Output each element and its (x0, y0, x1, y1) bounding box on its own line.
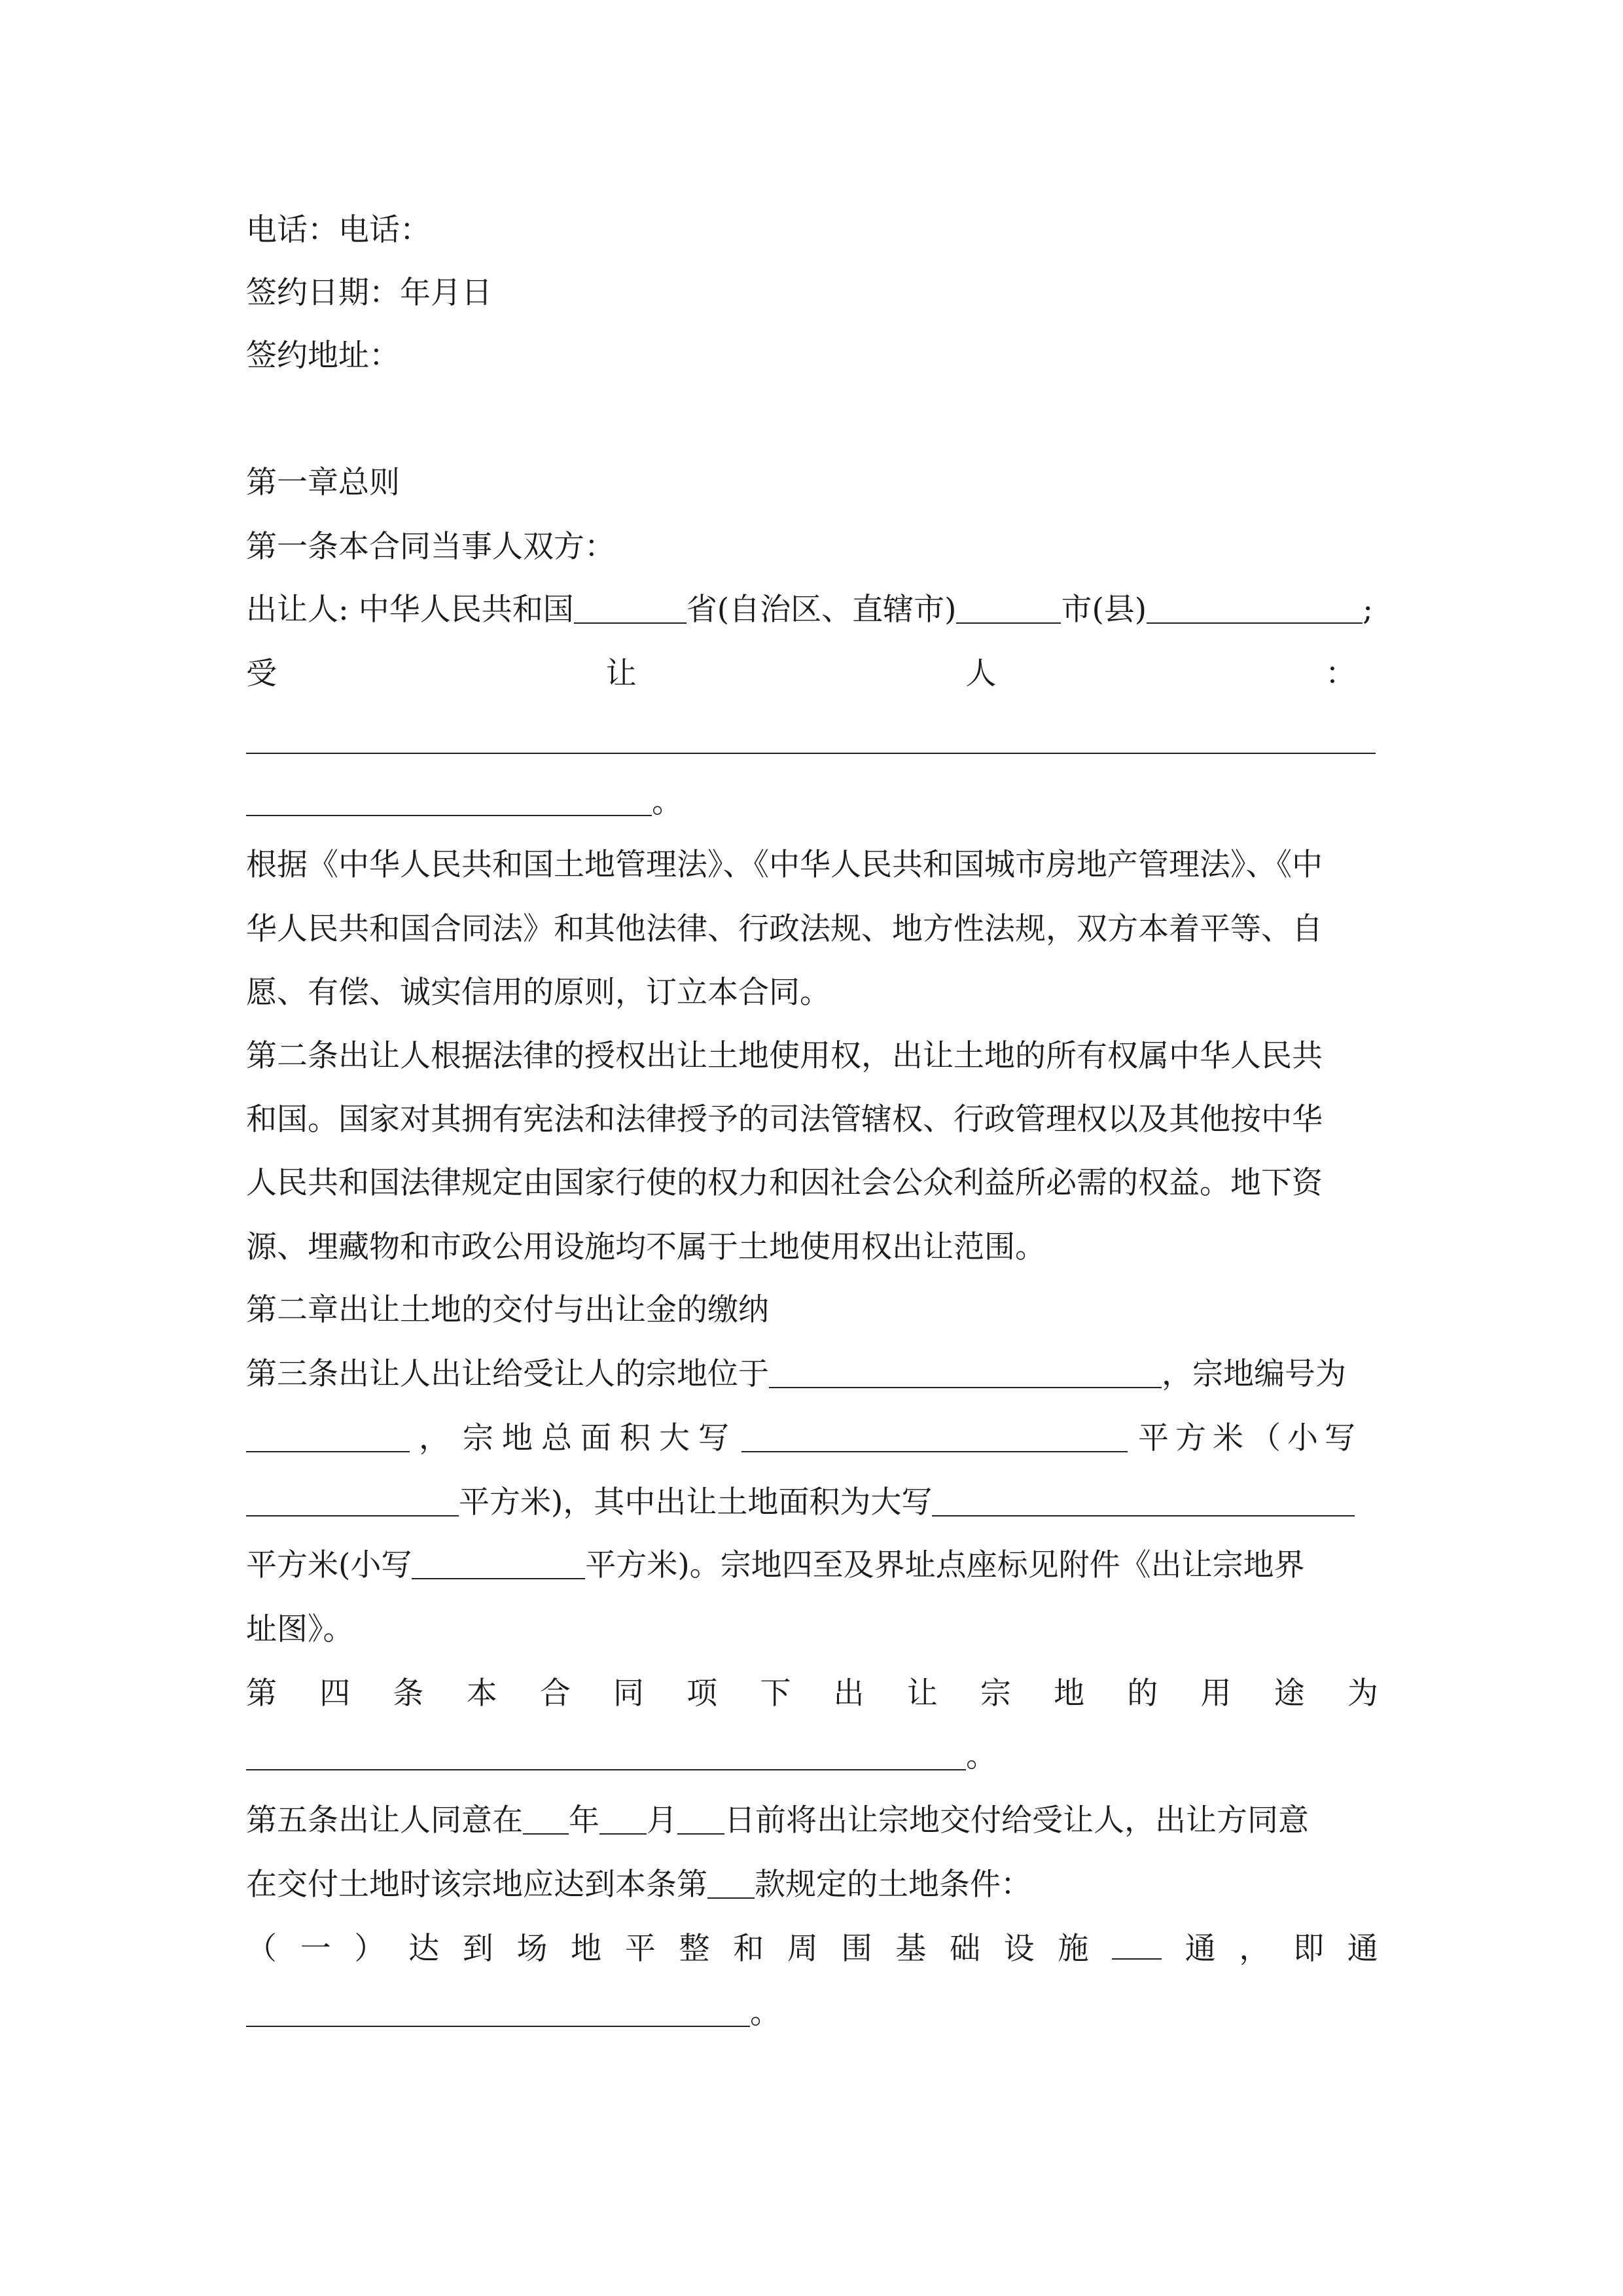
item-1-ji: 即 (1293, 1931, 1325, 1967)
article-5-text-a: 第五条出让人同意在 (246, 1803, 523, 1839)
separator: ， (419, 1420, 450, 1456)
article-4-end: 。 (966, 1738, 997, 1774)
item-1-char: 施 (1058, 1931, 1089, 1967)
total-area-upper-label: 宗地总面积大写 (463, 1420, 738, 1456)
granted-area-label: 平方米)，其中出让土地面积为大写 (459, 1484, 933, 1520)
item-1-char: ） (354, 1931, 385, 1967)
item-1-line-2 (246, 1994, 1378, 2033)
location-blank (769, 1358, 1162, 1388)
item-1-char: 和 (733, 1931, 764, 1967)
granted-area-upper-blank (932, 1486, 1355, 1516)
article-4-char: 条 (393, 1676, 424, 1712)
article-3-location-label: 第三条出让人出让给受让人的宗地位于 (246, 1356, 769, 1392)
article-1-intro: 第一条本合同当事人双方： (246, 529, 615, 565)
article-4-char: 同 (613, 1676, 644, 1712)
article-3-line-5: 址图》。 (246, 1611, 354, 1647)
article-4-char: 项 (687, 1676, 718, 1712)
grantee-char: 人 (965, 656, 997, 692)
item-1-tong: 通 (1185, 1931, 1216, 1967)
basis-line-3: 愿、有偿、诚实信用的原则，订立本合同。 (246, 975, 830, 1011)
grantee-char: 受 (246, 656, 277, 692)
item-1-char: 到 (462, 1931, 493, 1967)
article-4-char: 出 (833, 1676, 865, 1712)
granted-area-lower-label: 平方米(小写 (246, 1547, 412, 1583)
clause-blank (707, 1869, 755, 1899)
month-blank (599, 1804, 647, 1835)
item-1-char: 平 (624, 1931, 656, 1967)
total-area-upper-blank (741, 1422, 1128, 1452)
boundary-map-text: 平方米)。宗地四至及界址点座标见附件《出让宗地界 (585, 1547, 1305, 1583)
article-5-text-b: 日前将出让宗地交付给受让人，出让方同意 (724, 1803, 1309, 1839)
item-1-char: 一 (300, 1931, 331, 1967)
article-4-char: 第 (246, 1676, 277, 1712)
item-1-char: 设 (1003, 1931, 1035, 1967)
article-4-char: 用 (1200, 1676, 1232, 1712)
item-1-char: 基 (895, 1931, 927, 1967)
article-4-char: 为 (1347, 1676, 1378, 1712)
sign-place-line: 签约地址： (246, 338, 400, 374)
total-area-lower-label: 平方米（小写 (1138, 1420, 1362, 1456)
grantee-char: ： (1325, 656, 1356, 692)
article-2-line-1: 第二条出让人根据法律的授权出让土地使用权，出让土地的所有权属中华人民共 (246, 1038, 1323, 1074)
article-2-line-3: 人民共和国法律规定由国家行使的权力和因社会公众利益所必需的权益。地下资 (246, 1165, 1323, 1201)
item-1-char: 场 (516, 1931, 548, 1967)
phone-line: 电话：电话： (246, 212, 431, 248)
sign-date-line: 签约日期：年月日 (246, 275, 492, 311)
infrastructure-detail-blank (246, 1997, 750, 2027)
item-1-line-1 (246, 1929, 1378, 1969)
item-1-tong-2: 通 (1347, 1931, 1378, 1967)
article-5-text-d: 款规定的土地条件： (755, 1867, 1031, 1903)
article-5-line-2 (246, 1865, 1378, 1905)
article-4-char: 的 (1127, 1676, 1158, 1712)
total-area-lower-blank (246, 1486, 459, 1516)
item-1-char: 础 (949, 1931, 980, 1967)
grantee-blank-rule (246, 753, 1376, 754)
article-4-char: 四 (319, 1676, 351, 1712)
article-4-char: 下 (760, 1676, 791, 1712)
land-use-blank (246, 1740, 966, 1770)
parcel-number-label: ，宗地编号为 (1162, 1356, 1346, 1392)
item-1-comma: ， (1239, 1931, 1270, 1967)
article-4-char: 合 (539, 1676, 571, 1712)
granted-area-lower-blank (412, 1549, 585, 1579)
month-label: 月 (647, 1803, 677, 1839)
year-blank (523, 1804, 569, 1835)
article-4-char: 途 (1274, 1676, 1305, 1712)
chapter-2-title: 第二章出让土地的交付与出让金的缴纳 (246, 1292, 769, 1328)
basis-line-1: 根据《中华人民共和国土地管理法》、《中华人民共和国城市房地产管理法》、《中 (246, 847, 1323, 883)
article-3-line-2 (246, 1419, 1378, 1458)
item-1-char: 达 (408, 1931, 440, 1967)
province-label: 省(自治区、直辖市) (686, 592, 957, 628)
item-1-char: 地 (571, 1931, 602, 1967)
article-4-line-2 (246, 1737, 1378, 1776)
article-3-line-4 (246, 1546, 1378, 1585)
grantee-line (246, 655, 1356, 694)
article-4-char: 宗 (980, 1676, 1011, 1712)
article-4-line-1 (246, 1674, 1378, 1713)
grantee-end: 。 (652, 784, 683, 820)
article-4-char: 本 (466, 1676, 497, 1712)
article-3-line-3 (246, 1483, 1378, 1522)
item-1-char: 整 (679, 1931, 710, 1967)
item-1-end: 。 (750, 1995, 781, 2031)
city-blank (956, 594, 1061, 624)
year-label: 年 (569, 1803, 599, 1839)
grantee-continuation (246, 783, 1378, 822)
article-5-text-c: 在交付土地时该宗地应达到本条第 (246, 1867, 707, 1903)
article-4-char: 地 (1054, 1676, 1085, 1712)
grantor-line (246, 590, 1378, 630)
grantee-blank (246, 786, 652, 816)
district-blank (1147, 594, 1363, 624)
article-2-line-4: 源、埋藏物和市政公用设施均不属于土地使用权出让范围。 (246, 1229, 1046, 1265)
grantee-char: 让 (605, 656, 637, 692)
item-1-char: 周 (787, 1931, 818, 1967)
parcel-number-blank (246, 1422, 410, 1452)
article-4-char: 让 (906, 1676, 938, 1712)
article-2-line-2: 和国。国家对其拥有宪法和法律授予的司法管辖权、行政管理权以及其他按中华 (246, 1102, 1323, 1138)
grantor-end: ; (1363, 592, 1373, 628)
day-blank (677, 1804, 724, 1835)
chapter-1-title: 第一章总则 (246, 465, 400, 501)
item-1-char: 围 (841, 1931, 872, 1967)
city-label: 市(县) (1061, 592, 1147, 628)
basis-line-2: 华人民共和国合同法》和其他法律、行政法规、地方性法规，双方本着平等、自 (246, 911, 1323, 947)
article-3-line-1 (246, 1355, 1378, 1394)
grantor-prefix: 出让人: 中华人民共和国 (246, 592, 574, 628)
province-blank (574, 594, 687, 624)
article-5-line-1 (246, 1801, 1378, 1840)
infrastructure-count-blank (1112, 1929, 1162, 1960)
item-1-char: （ (246, 1931, 277, 1967)
